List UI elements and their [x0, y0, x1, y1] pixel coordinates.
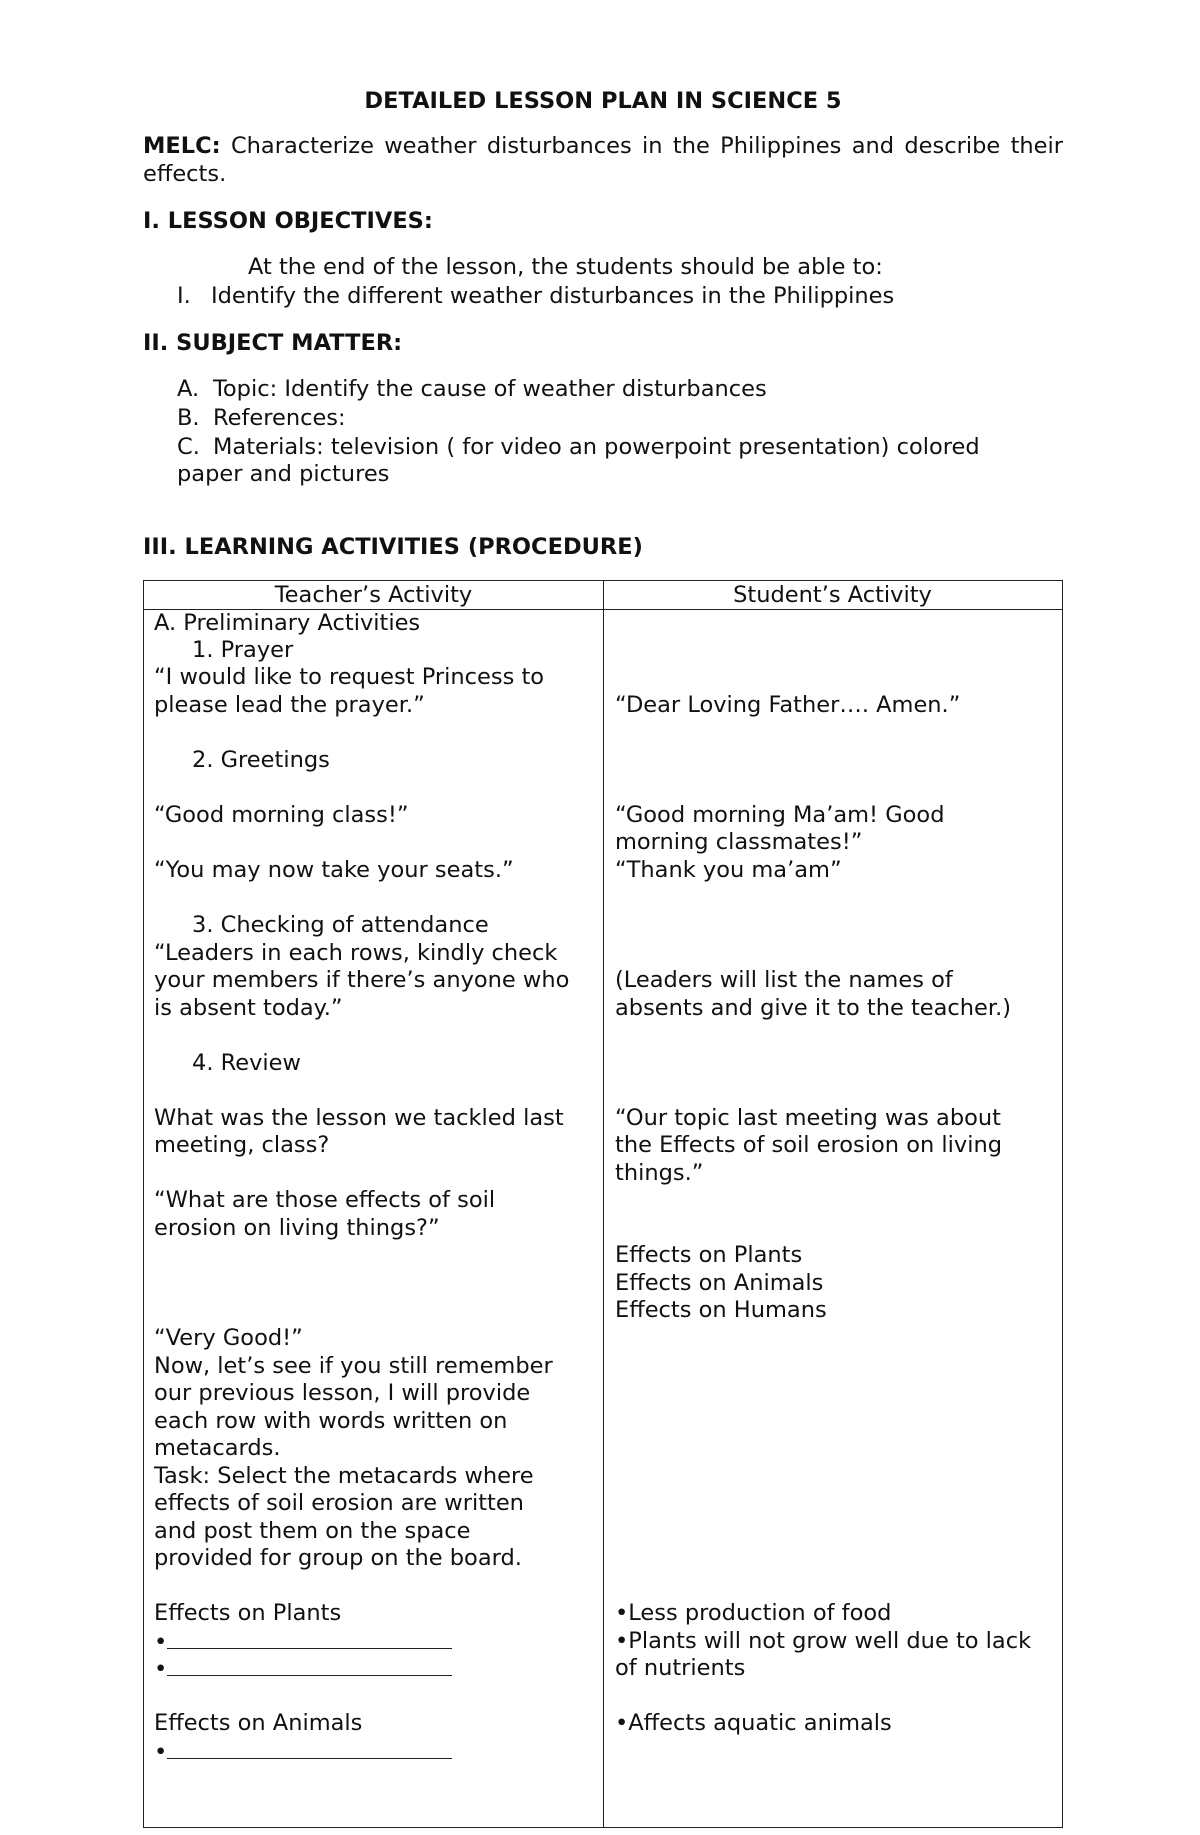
- bullet: •: [154, 1629, 168, 1655]
- teacher-line: erosion on living things?”: [154, 1215, 440, 1241]
- objective-number: I.: [177, 283, 191, 309]
- teacher-line: your members if there’s anyone who: [154, 967, 570, 993]
- student-line: Effects on Animals: [615, 1270, 824, 1296]
- subject-matter-continuation: paper and pictures: [177, 461, 390, 487]
- melc-label: MELC:: [143, 133, 221, 159]
- activities-heading: III. LEARNING ACTIVITIES (PROCEDURE): [143, 534, 643, 560]
- teacher-line: “Leaders in each rows, kindly check: [154, 940, 558, 966]
- student-line: “Our topic last meeting was about: [615, 1105, 1001, 1131]
- student-line: absents and give it to the teacher.): [615, 995, 1012, 1021]
- student-column-header: Student’s Activity: [733, 582, 932, 608]
- student-line: •Less production of food: [615, 1600, 892, 1626]
- teacher-column-header: Teacher’s Activity: [274, 582, 473, 608]
- student-line: Effects on Humans: [615, 1297, 827, 1323]
- teacher-line: 1. Prayer: [192, 637, 294, 663]
- subject-matter-number: B.: [177, 405, 200, 431]
- blank-bullet-line: [154, 1655, 452, 1684]
- teacher-line: each row with words written on: [154, 1408, 508, 1434]
- subject-matter-number: C.: [177, 434, 200, 460]
- teacher-line: “I would like to request Princess to: [154, 664, 545, 690]
- teacher-line: A. Preliminary Activities: [154, 610, 421, 636]
- teacher-line: metacards.: [154, 1435, 281, 1461]
- teacher-line: Now, let’s see if you still remember: [154, 1353, 553, 1379]
- student-line: “Dear Loving Father…. Amen.”: [615, 692, 961, 718]
- student-line: of nutrients: [615, 1655, 746, 1681]
- bullet: •: [154, 1739, 168, 1765]
- teacher-line: is absent today.”: [154, 995, 343, 1021]
- teacher-line: “Very Good!”: [154, 1325, 303, 1351]
- student-line: Effects on Plants: [615, 1242, 803, 1268]
- student-line: •Plants will not grow well due to lack: [615, 1628, 1032, 1654]
- subject-matter-item: [177, 376, 1047, 404]
- objectives-intro: At the end of the lesson, the students should be able to:: [248, 254, 883, 280]
- teacher-line: “You may now take your seats.”: [154, 857, 514, 883]
- teacher-line: Effects on Plants: [154, 1600, 342, 1626]
- teacher-line: provided for group on the board.: [154, 1545, 522, 1571]
- teacher-line: our previous lesson, I will provide: [154, 1380, 531, 1406]
- subject-matter-heading: II. SUBJECT MATTER:: [143, 330, 403, 356]
- blank-bullet-line: [154, 1738, 452, 1767]
- student-line: the Effects of soil erosion on living: [615, 1132, 1002, 1158]
- blank-bullet-line: [154, 1628, 452, 1657]
- teacher-line: and post them on the space: [154, 1518, 471, 1544]
- teacher-line: please lead the prayer.”: [154, 692, 425, 718]
- bullet: •: [154, 1656, 168, 1682]
- teacher-line: “Good morning class!”: [154, 802, 409, 828]
- column-divider: [603, 581, 604, 1827]
- subject-matter-item: [177, 434, 1047, 462]
- teacher-line: Task: Select the metacards where: [154, 1463, 534, 1489]
- teacher-line: meeting, class?: [154, 1132, 330, 1158]
- student-line: “Thank you ma’am”: [615, 857, 842, 883]
- melc-text: Characterize weather disturbances in the Philippines and describe their effects.: [143, 133, 1063, 187]
- activities-table: [143, 580, 1063, 1828]
- student-line: things.”: [615, 1160, 704, 1186]
- page-title: DETAILED LESSON PLAN IN SCIENCE 5: [364, 88, 842, 114]
- subject-matter-text: References:: [213, 405, 346, 431]
- teacher-line: 4. Review: [192, 1050, 301, 1076]
- teacher-line: Effects on Animals: [154, 1710, 363, 1736]
- objective-text: Identify the different weather disturbances in the Philippines: [211, 283, 895, 309]
- objective-item: [177, 283, 894, 311]
- objectives-heading: I. LESSON OBJECTIVES:: [143, 208, 433, 234]
- blank-line: [167, 1628, 452, 1649]
- blank-line: [167, 1655, 452, 1676]
- subject-matter-text: Topic: Identify the cause of weather disturbances: [213, 376, 767, 402]
- student-line: morning classmates!”: [615, 829, 863, 855]
- subject-matter-text: Materials: television ( for video an powerpoint presentation) colored: [213, 434, 980, 460]
- subject-matter-number: A.: [177, 376, 200, 402]
- teacher-line: 2. Greetings: [192, 747, 330, 773]
- melc-paragraph: [143, 133, 1063, 188]
- blank-line: [167, 1738, 452, 1759]
- student-line: “Good morning Ma’am! Good: [615, 802, 945, 828]
- teacher-line: 3. Checking of attendance: [192, 912, 489, 938]
- student-line: (Leaders will list the names of: [615, 967, 953, 993]
- student-line: •Affects aquatic animals: [615, 1710, 892, 1736]
- subject-matter-item: [177, 405, 1047, 433]
- teacher-line: “What are those effects of soil: [154, 1187, 496, 1213]
- teacher-line: effects of soil erosion are written: [154, 1490, 524, 1516]
- teacher-line: What was the lesson we tackled last: [154, 1105, 564, 1131]
